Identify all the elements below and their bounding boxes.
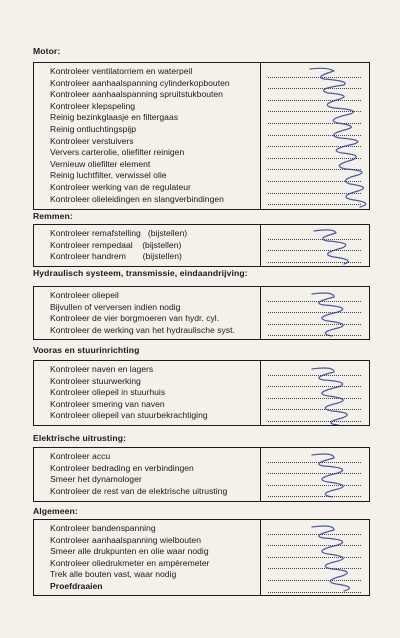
item-list (50, 228, 255, 263)
list-item: Kontroleer smering van naven (50, 398, 165, 409)
section-heading-motor: Motor: (33, 46, 61, 56)
section-heading-vooras: Vooras en stuurinrichting (33, 345, 140, 355)
list-item: Kontroleer oliepeil van stuurbekrachtiging (50, 410, 208, 421)
list-item: Kontroleer bedrading en verbindingen (50, 462, 194, 473)
list-item: Kontroleer oliepeil in stuurhuis (50, 387, 166, 398)
list-item: Kontroleer aanhaalspanning cylinderkopbouten (50, 77, 230, 88)
list-item: Reinig ontluchtingspijp (50, 123, 136, 134)
list-item: Kontroleer de werking van het hydraulische syst. (50, 324, 235, 335)
list-item: Kontroleer aanhaalspanning spruitstukbouten (50, 89, 223, 100)
list-item: Kontroleer bandenspanning (50, 523, 156, 533)
section-box-algemeen (33, 519, 370, 596)
section-box-vooras (33, 360, 370, 426)
list-item: Trek alle bouten vast, waar nodig (50, 569, 177, 580)
column-divider (260, 520, 261, 595)
column-divider (260, 361, 261, 425)
column-divider (260, 287, 261, 339)
handwritten-initials-graphic (302, 520, 372, 596)
list-item: Kontroleer oliepeil (50, 290, 119, 300)
list-item: Kontroleer de vier borgmoeren van hydr. cyl. (50, 313, 220, 324)
section-heading-remmen: Remmen: (33, 211, 73, 221)
list-item: Kontroleer olieleidingen en slangverbindingen (50, 193, 224, 204)
column-divider (260, 448, 261, 501)
list-item: Kontroleer stuurwerking (50, 375, 141, 386)
list-item: Reinig bezinkglaasje en filtergaas (50, 112, 179, 123)
list-item: Kontroleer naven en lagers (50, 364, 154, 374)
section-heading-algemeen: Algemeen: (33, 506, 78, 516)
list-item: Smeer alle drukpunten en olie waar nodig (50, 546, 209, 557)
list-item: Vernieuw oliefilter element (50, 158, 151, 169)
list-item: Kontroleer verstuivers (50, 135, 134, 146)
item-list (50, 290, 255, 336)
list-item: Reinig luchtfilter, verwissel olie (50, 170, 167, 181)
section-heading-hydraulisch: Hydraulisch systeem, transmissie, eindaandrijving: (33, 268, 248, 278)
list-item: Kontroleer de rest van de elektrische uitrusting (50, 485, 228, 496)
section-box-motor (33, 62, 370, 210)
handwritten-initials-graphic (302, 448, 372, 502)
list-item: Kontroleer oliedrukmeter en ampèremeter (50, 557, 210, 568)
handwritten-initials-graphic (302, 287, 372, 339)
section-box-elektrische (33, 447, 370, 502)
handwritten-initials-graphic (302, 63, 372, 209)
column-divider (260, 63, 261, 209)
list-item: Proefdraaien (50, 580, 103, 591)
item-list (50, 451, 255, 497)
handwritten-initials-graphic (302, 225, 372, 267)
list-item: Kontroleer klepspeling (50, 100, 136, 111)
section-heading-elektrische: Elektrische uitrusting: (33, 433, 127, 443)
item-list (50, 66, 255, 205)
list-item: Kontroleer aanhaalspanning wielbouten (50, 534, 201, 545)
list-item: Smeer het dynamologer (50, 474, 142, 485)
list-item: Kontroleer remafstelling (bijstellen) (50, 228, 188, 238)
list-item: Kontroleer accu (50, 451, 111, 461)
list-item: Kontroleer rempedaal (bijstellen) (50, 239, 182, 250)
handwritten-initials-graphic (302, 361, 372, 425)
list-item: Bijvullen of verversen indien nodig (50, 301, 181, 312)
list-item: Kontroleer ventilatorriem en waterpeil (50, 66, 193, 76)
list-item: Kontroleer werking van de regulateur (50, 181, 191, 192)
section-box-remmen (33, 224, 370, 267)
list-item: Ververs carterolie, oliefilter reinigen (50, 147, 185, 158)
list-item: Kontroleer handrem (bijstellen) (50, 251, 182, 262)
section-box-hydraulisch (33, 286, 370, 340)
item-list (50, 364, 255, 422)
item-list (50, 523, 255, 593)
column-divider (260, 225, 261, 266)
